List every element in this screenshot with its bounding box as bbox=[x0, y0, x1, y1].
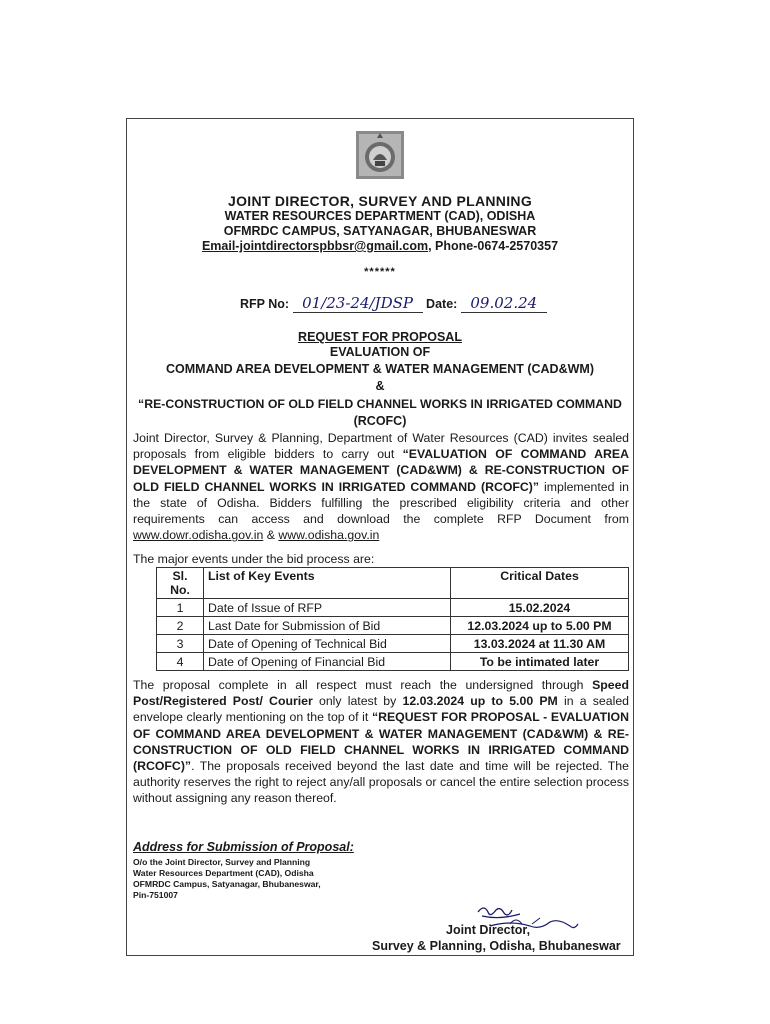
intro-text-2: implemented in the state of Odisha. Bidders fulfilling the prescribed eligibility criteria and other requirements can access and download the complete RFP Document from bbox=[133, 479, 629, 527]
contact-line bbox=[130, 239, 630, 253]
intro-project-name: “EVALUATION OF COMMAND AREA DEVELOPMENT & WATER MANAGEMENT (CAD&WM) & RE-CONSTRUCTION OF OLD FIELD CHANNEL WORKS IN IRRIGATED COMMAND (RCOFC)” bbox=[133, 447, 629, 494]
title-line-5: “RE-CONSTRUCTION OF OLD FIELD CHANNEL WORKS IN IRRIGATED COMMAND bbox=[138, 397, 622, 411]
row-event: Date of Opening of Technical Bid bbox=[204, 635, 451, 653]
submission-paragraph bbox=[133, 677, 629, 807]
intro-text-1: Joint Director, Survey & Planning, Department of Water Resources (CAD) invites sealed proposals from eligible bidders to carry out bbox=[133, 431, 629, 462]
header-key-events: List of Key Events bbox=[204, 568, 451, 599]
row-sl: 2 bbox=[157, 617, 204, 635]
separator-stars: ****** bbox=[364, 266, 396, 278]
table-row bbox=[157, 617, 629, 635]
rfp-heading: REQUEST FOR PROPOSAL bbox=[298, 330, 462, 344]
rfp-no-label: RFP No: bbox=[240, 297, 290, 311]
row-event: Date of Opening of Financial Bid bbox=[204, 653, 451, 671]
row-date: 13.03.2024 at 11.30 AM bbox=[451, 635, 629, 653]
submission-text-3: in a sealed envelope clearly mentioning on the top of it bbox=[133, 694, 630, 725]
row-date: 12.03.2024 up to 5.00 PM bbox=[451, 617, 629, 635]
intro-amp: & bbox=[263, 528, 279, 543]
odisha-emblem-icon bbox=[355, 130, 405, 180]
submission-deadline: 12.03.2024 up to 5.00 PM bbox=[402, 694, 558, 709]
title-line-6: (RCOFC) bbox=[353, 414, 407, 428]
row-date: To be intimated later bbox=[451, 653, 629, 671]
table-row bbox=[157, 635, 629, 653]
events-intro: The major events under the bid process are: bbox=[133, 552, 375, 566]
row-sl: 4 bbox=[157, 653, 204, 671]
title-ampersand: & bbox=[375, 379, 385, 393]
submission-modes: Speed Post/Registered Post/ Courier bbox=[133, 678, 629, 709]
table-header-row bbox=[157, 568, 629, 599]
intro-paragraph bbox=[133, 430, 629, 543]
table-row bbox=[157, 653, 629, 671]
address-line: O/o the Joint Director, Survey and Planning bbox=[133, 857, 311, 867]
table-row bbox=[157, 599, 629, 617]
row-sl: 3 bbox=[157, 635, 204, 653]
row-date: 15.02.2024 bbox=[451, 599, 629, 617]
office-address: OFMRDC CAMPUS, SATYANAGAR, BHUBANESWAR bbox=[223, 224, 537, 238]
signatory-title: Joint Director, bbox=[446, 923, 531, 937]
envelope-superscription: “REQUEST FOR PROPOSAL - EVALUATION OF COMMAND AREA DEVELOPMENT & WATER MANAGEMENT (CAD&WM) & RE-CONSTRUCTION OF OLD FIELD CHANNEL WORKS IN IRRIGATED COMMAND (RCOFC)” bbox=[133, 710, 629, 774]
department-name: WATER RESOURCES DEPARTMENT (CAD), ODISHA bbox=[224, 209, 536, 223]
header-sl-no: Sl. No. bbox=[157, 568, 204, 599]
title-line-2: EVALUATION OF bbox=[329, 345, 431, 359]
phone-number: , Phone-0674-2570357 bbox=[428, 239, 559, 253]
title-line-3: COMMAND AREA DEVELOPMENT & WATER MANAGEMENT (CAD&WM) bbox=[166, 362, 594, 376]
address-heading: Address for Submission of Proposal: bbox=[133, 840, 354, 854]
address-line: Water Resources Department (CAD), Odisha bbox=[133, 868, 314, 878]
address-pin: Pin-751007 bbox=[133, 890, 178, 900]
submission-text-4: . The proposals received beyond the last date and time will be rejected. The authority reserves the right to reject any/all proposals or cancel the entire selection process without assigning any reason thereof. bbox=[133, 759, 629, 806]
rfp-date-label: Date: bbox=[426, 297, 458, 311]
email-link[interactable]: Email-jointdirectorspbbsr@gmail.com bbox=[201, 239, 429, 253]
signatory-office: Survey & Planning, Odisha, Bhubaneswar bbox=[372, 939, 621, 953]
submission-text-1: The proposal complete in all respect must reach the undersigned through bbox=[133, 678, 593, 692]
office-title: JOINT DIRECTOR, SURVEY AND PLANNING bbox=[227, 193, 533, 209]
row-event: Last Date for Submission of Bid bbox=[204, 617, 451, 635]
dowr-website-link[interactable]: www.dowr.odisha.gov.in bbox=[133, 528, 264, 543]
key-events-table bbox=[156, 567, 629, 671]
rfp-number-handwritten: 01/23-24/JDSP bbox=[293, 294, 423, 313]
rfp-line bbox=[240, 294, 547, 313]
row-sl: 1 bbox=[157, 599, 204, 617]
rfp-date-handwritten: 09.02.24 bbox=[461, 294, 547, 313]
submission-text-2: only latest by bbox=[312, 694, 403, 709]
odisha-website-link[interactable]: www.odisha.gov.in bbox=[278, 528, 380, 543]
address-line: OFMRDC Campus, Satyanagar, Bhubaneswar, bbox=[133, 879, 321, 889]
row-event: Date of Issue of RFP bbox=[204, 599, 451, 617]
header-critical-dates: Critical Dates bbox=[451, 568, 629, 599]
